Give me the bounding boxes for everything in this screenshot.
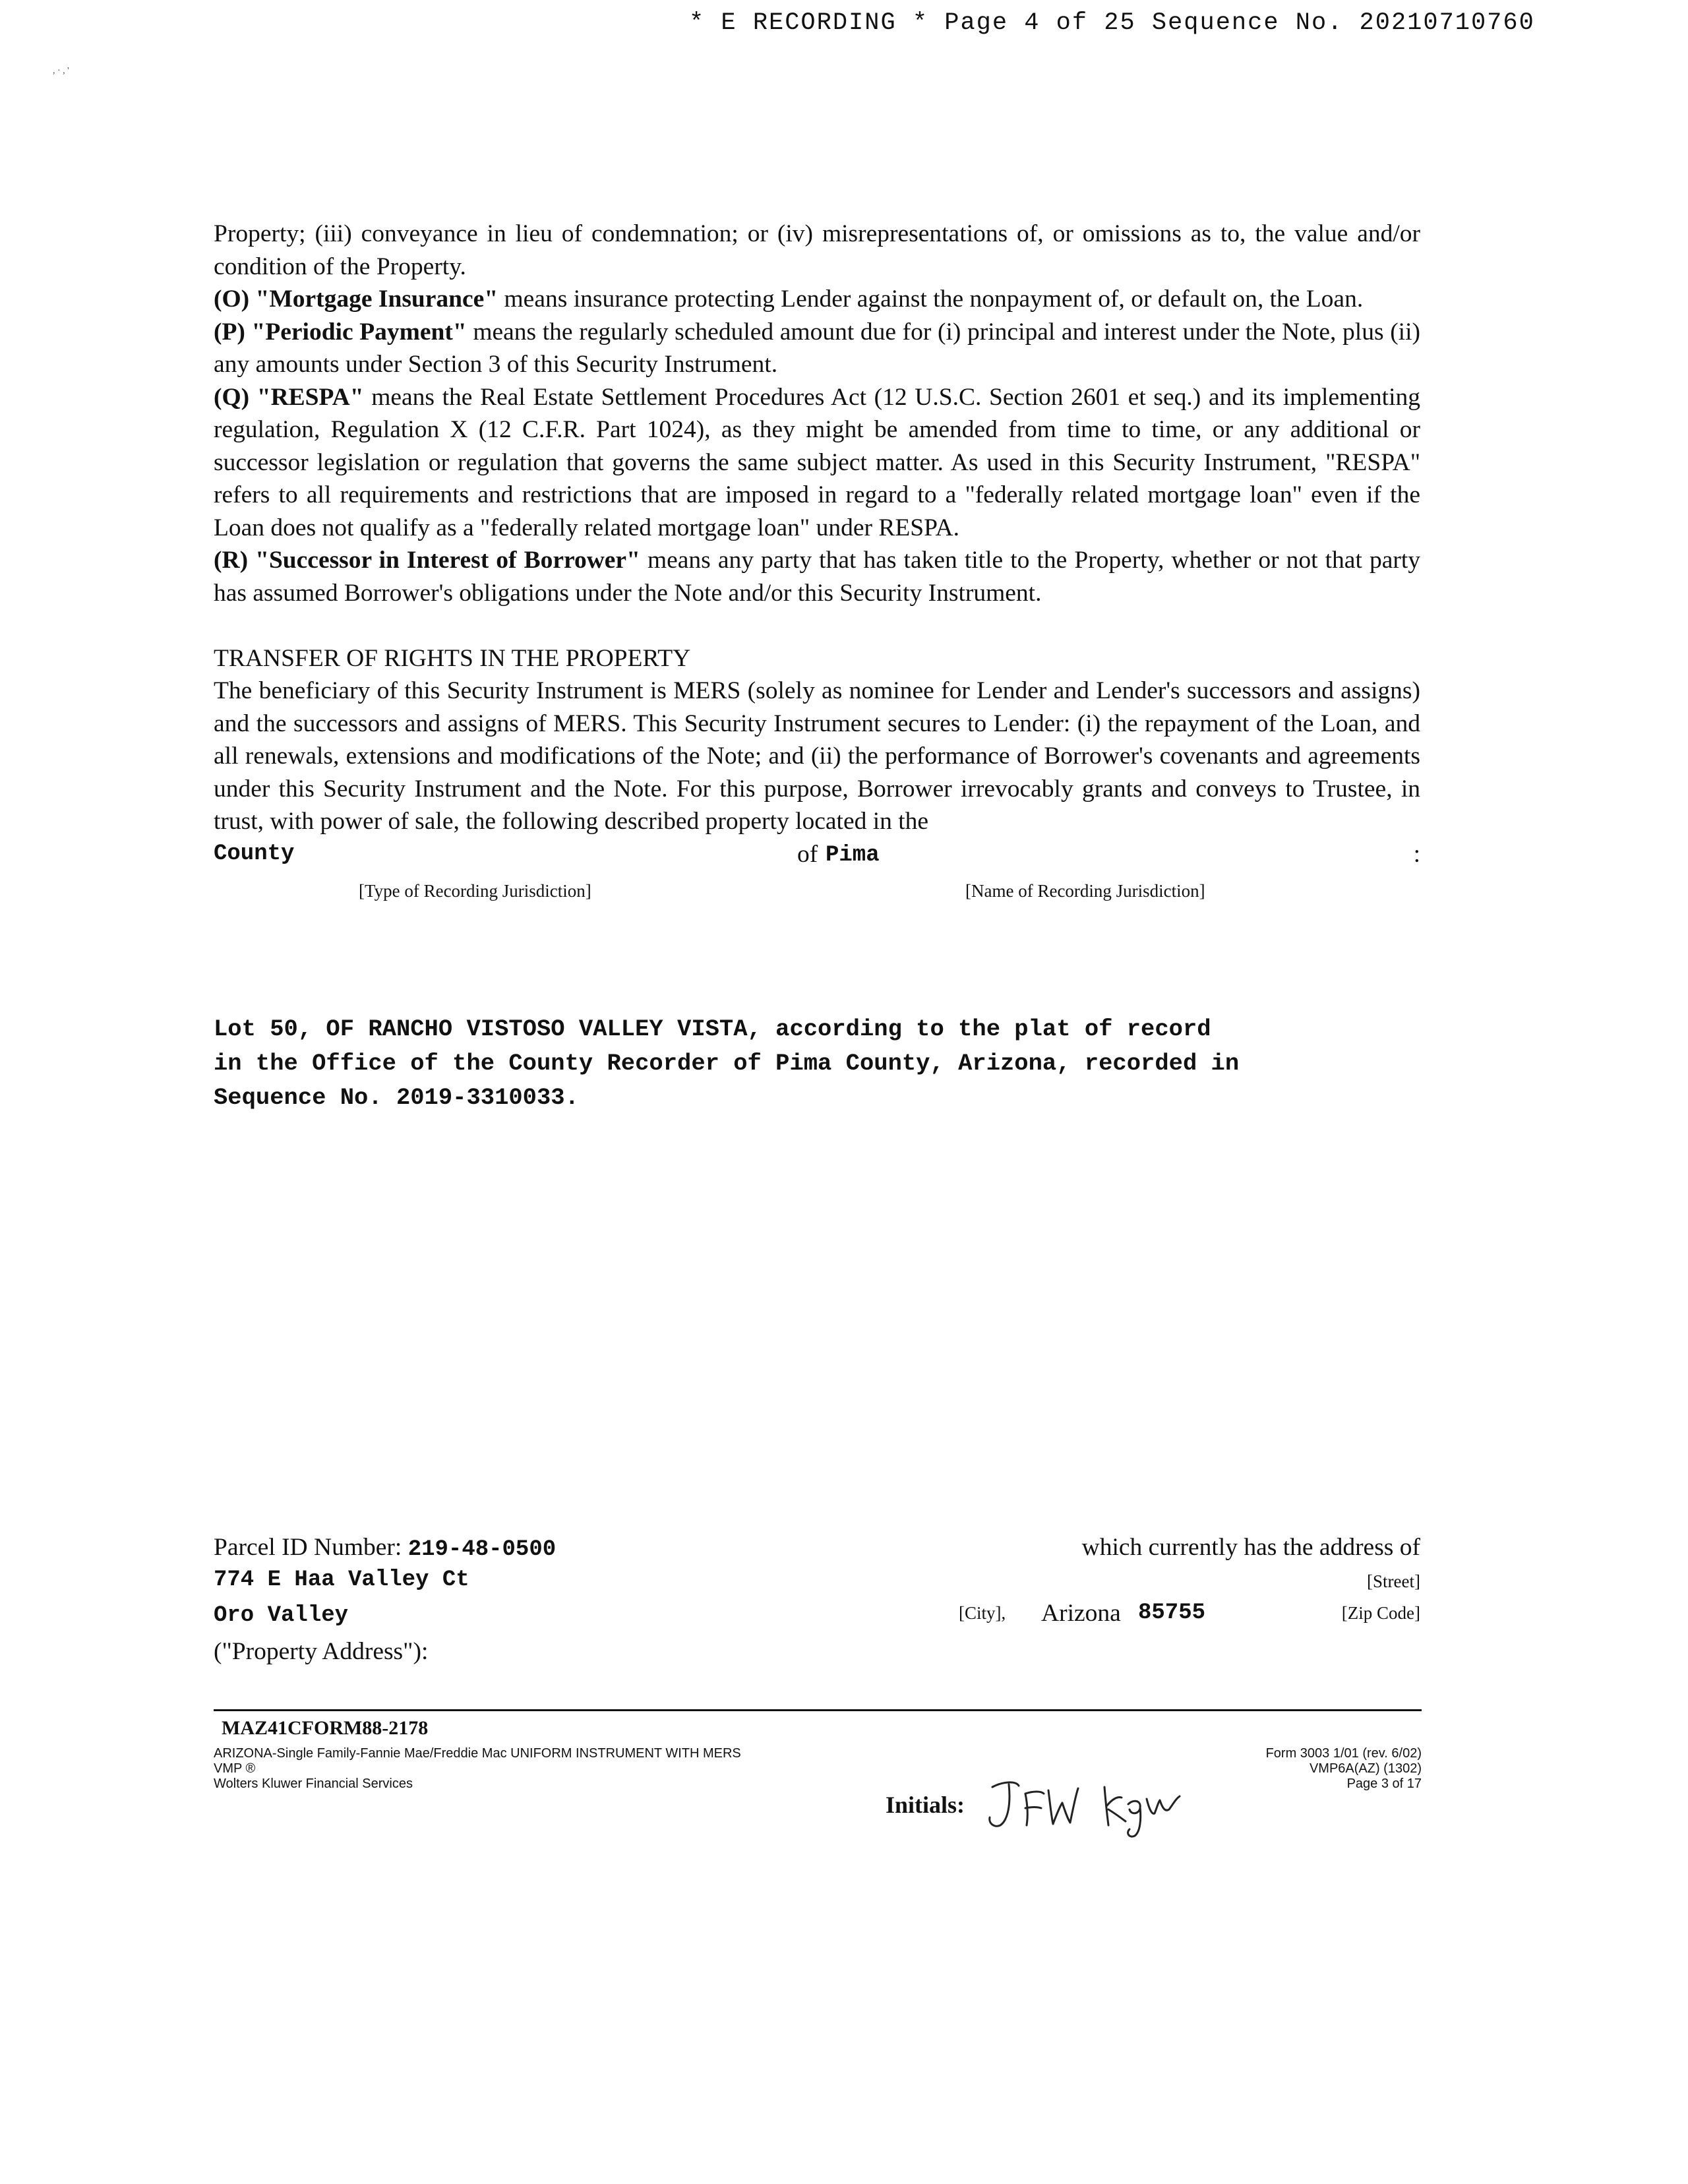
- definition-o-text: means insurance protecting Lender against the nonpayment of, or default on, the Loan.: [498, 286, 1364, 313]
- definition-q: [214, 381, 1420, 545]
- property-address-label: ("Property Address"):: [214, 1638, 429, 1665]
- form-description: ARIZONA-Single Family-Fannie Mae/Freddie Mac UNIFORM INSTRUMENT WITH MERS VMP ® Wolters Kluwer Financial Services: [214, 1746, 741, 1791]
- form-code: MAZ41CFORM88-2178: [222, 1717, 429, 1739]
- city-state-zip: [959, 1599, 1420, 1632]
- street-address: 774 E Haa Valley Ct: [214, 1567, 469, 1592]
- city-caption: [City],: [959, 1603, 1006, 1623]
- definition-o: [214, 283, 1420, 316]
- scan-specks: , · , ': [53, 66, 69, 76]
- jurisdiction-name: Pima: [826, 842, 880, 868]
- footer-divider: [214, 1709, 1422, 1711]
- definition-p: [214, 316, 1420, 381]
- street-caption: [Street]: [1367, 1571, 1420, 1591]
- parcel-label: Parcel ID Number:: [214, 1534, 402, 1561]
- city: Oro Valley: [214, 1603, 349, 1628]
- initials-signature: [979, 1767, 1190, 1843]
- definition-r: [214, 544, 1420, 609]
- state: Arizona: [1041, 1600, 1121, 1627]
- legal-description: Lot 50, OF RANCHO VISTOSO VALLEY VISTA, according to the plat of record in the Office of the County Recorder of Pima County, Arizona, recorded in Sequence No. 2019-3310033.: [214, 1016, 1240, 1111]
- section-heading: TRANSFER OF RIGHTS IN THE PROPERTY: [214, 644, 691, 672]
- jurisdiction-of: of: [797, 840, 818, 868]
- recording-stamp: * E RECORDING * Page 4 of 25 Sequence No. 20210710760: [689, 9, 1535, 37]
- definition-continuation: Property; (iii) conveyance in lieu of condemnation; or (iv) misrepresentations of, or omissions as to, the value and/or condition of the Property.: [214, 220, 1420, 280]
- transfer-paragraph: The beneficiary of this Security Instrument is MERS (solely as nominee for Lender and Lender's successors and assigns) and the successors and assigns of MERS. This Security Instrument secures to Lender: (i) the repayment of the Loan, and all renewals, extensions and modifications of the Note; and (ii) the performance of Borrower's covenants and agreements under this Security Instrument and the Note. For this purpose, Borrower irrevocably grants and conveys to Trustee, in trust, with power of sale, the following described property located in the: [214, 677, 1420, 835]
- caption-type: [Type of Recording Jurisdiction]: [359, 880, 591, 901]
- definition-r-text: means any party that has taken title to the Property, whether or not that party has assumed Borrower's obligations under the Note and/or this Security Instrument.: [214, 547, 1420, 607]
- jurisdiction-captions: [214, 871, 1420, 900]
- zip-code: 85755: [1138, 1600, 1206, 1625]
- parcel-number: 219-48-0500: [407, 1537, 557, 1562]
- initials-label: Initials:: [886, 1792, 965, 1818]
- address-intro: which currently has the address of: [1081, 1534, 1420, 1561]
- definition-r-term: (R) "Successor in Interest of Borrower": [214, 547, 640, 574]
- jurisdiction-type: County: [214, 841, 295, 866]
- property-address-block: [214, 1533, 1420, 1685]
- definition-o-term: (O) "Mortgage Insurance": [214, 286, 498, 313]
- definition-q-term: (Q) "RESPA": [214, 383, 364, 411]
- definition-p-text: means the regularly scheduled amount due for (i) principal and interest under the Note, plus (ii) any amounts under Section 3 of this Security Instrument.: [214, 318, 1421, 378]
- handwritten-initials-icon: [979, 1767, 1190, 1840]
- caption-name: [Name of Recording Jurisdiction]: [965, 880, 1205, 901]
- jurisdiction-colon: :: [1413, 840, 1420, 868]
- form-number: Form 3003 1/01 (rev. 6/02) VMP6A(AZ) (1302) Page 3 of 17: [1265, 1746, 1422, 1791]
- jurisdiction-line: [214, 838, 1420, 871]
- document-body: [214, 218, 1420, 900]
- definition-p-term: (P) "Periodic Payment": [214, 318, 467, 346]
- zip-caption: [Zip Code]: [1341, 1603, 1420, 1623]
- definition-q-text: means the Real Estate Settlement Procedures Act (12 U.S.C. Section 2601 et seq.) and its implementing regulation, Regulation X (12 C.F.R. Part 1024), as they might be amended from time to time, or any additional or successor legislation or regulation that governs the same subject matter. As used in this Security Instrument, "RESPA" refers to all requirements and restrictions that are imposed in regard to a "federally related mortgage loan" even if the Loan does not qualify as a "federally related mortgage loan" under RESPA.: [214, 383, 1421, 541]
